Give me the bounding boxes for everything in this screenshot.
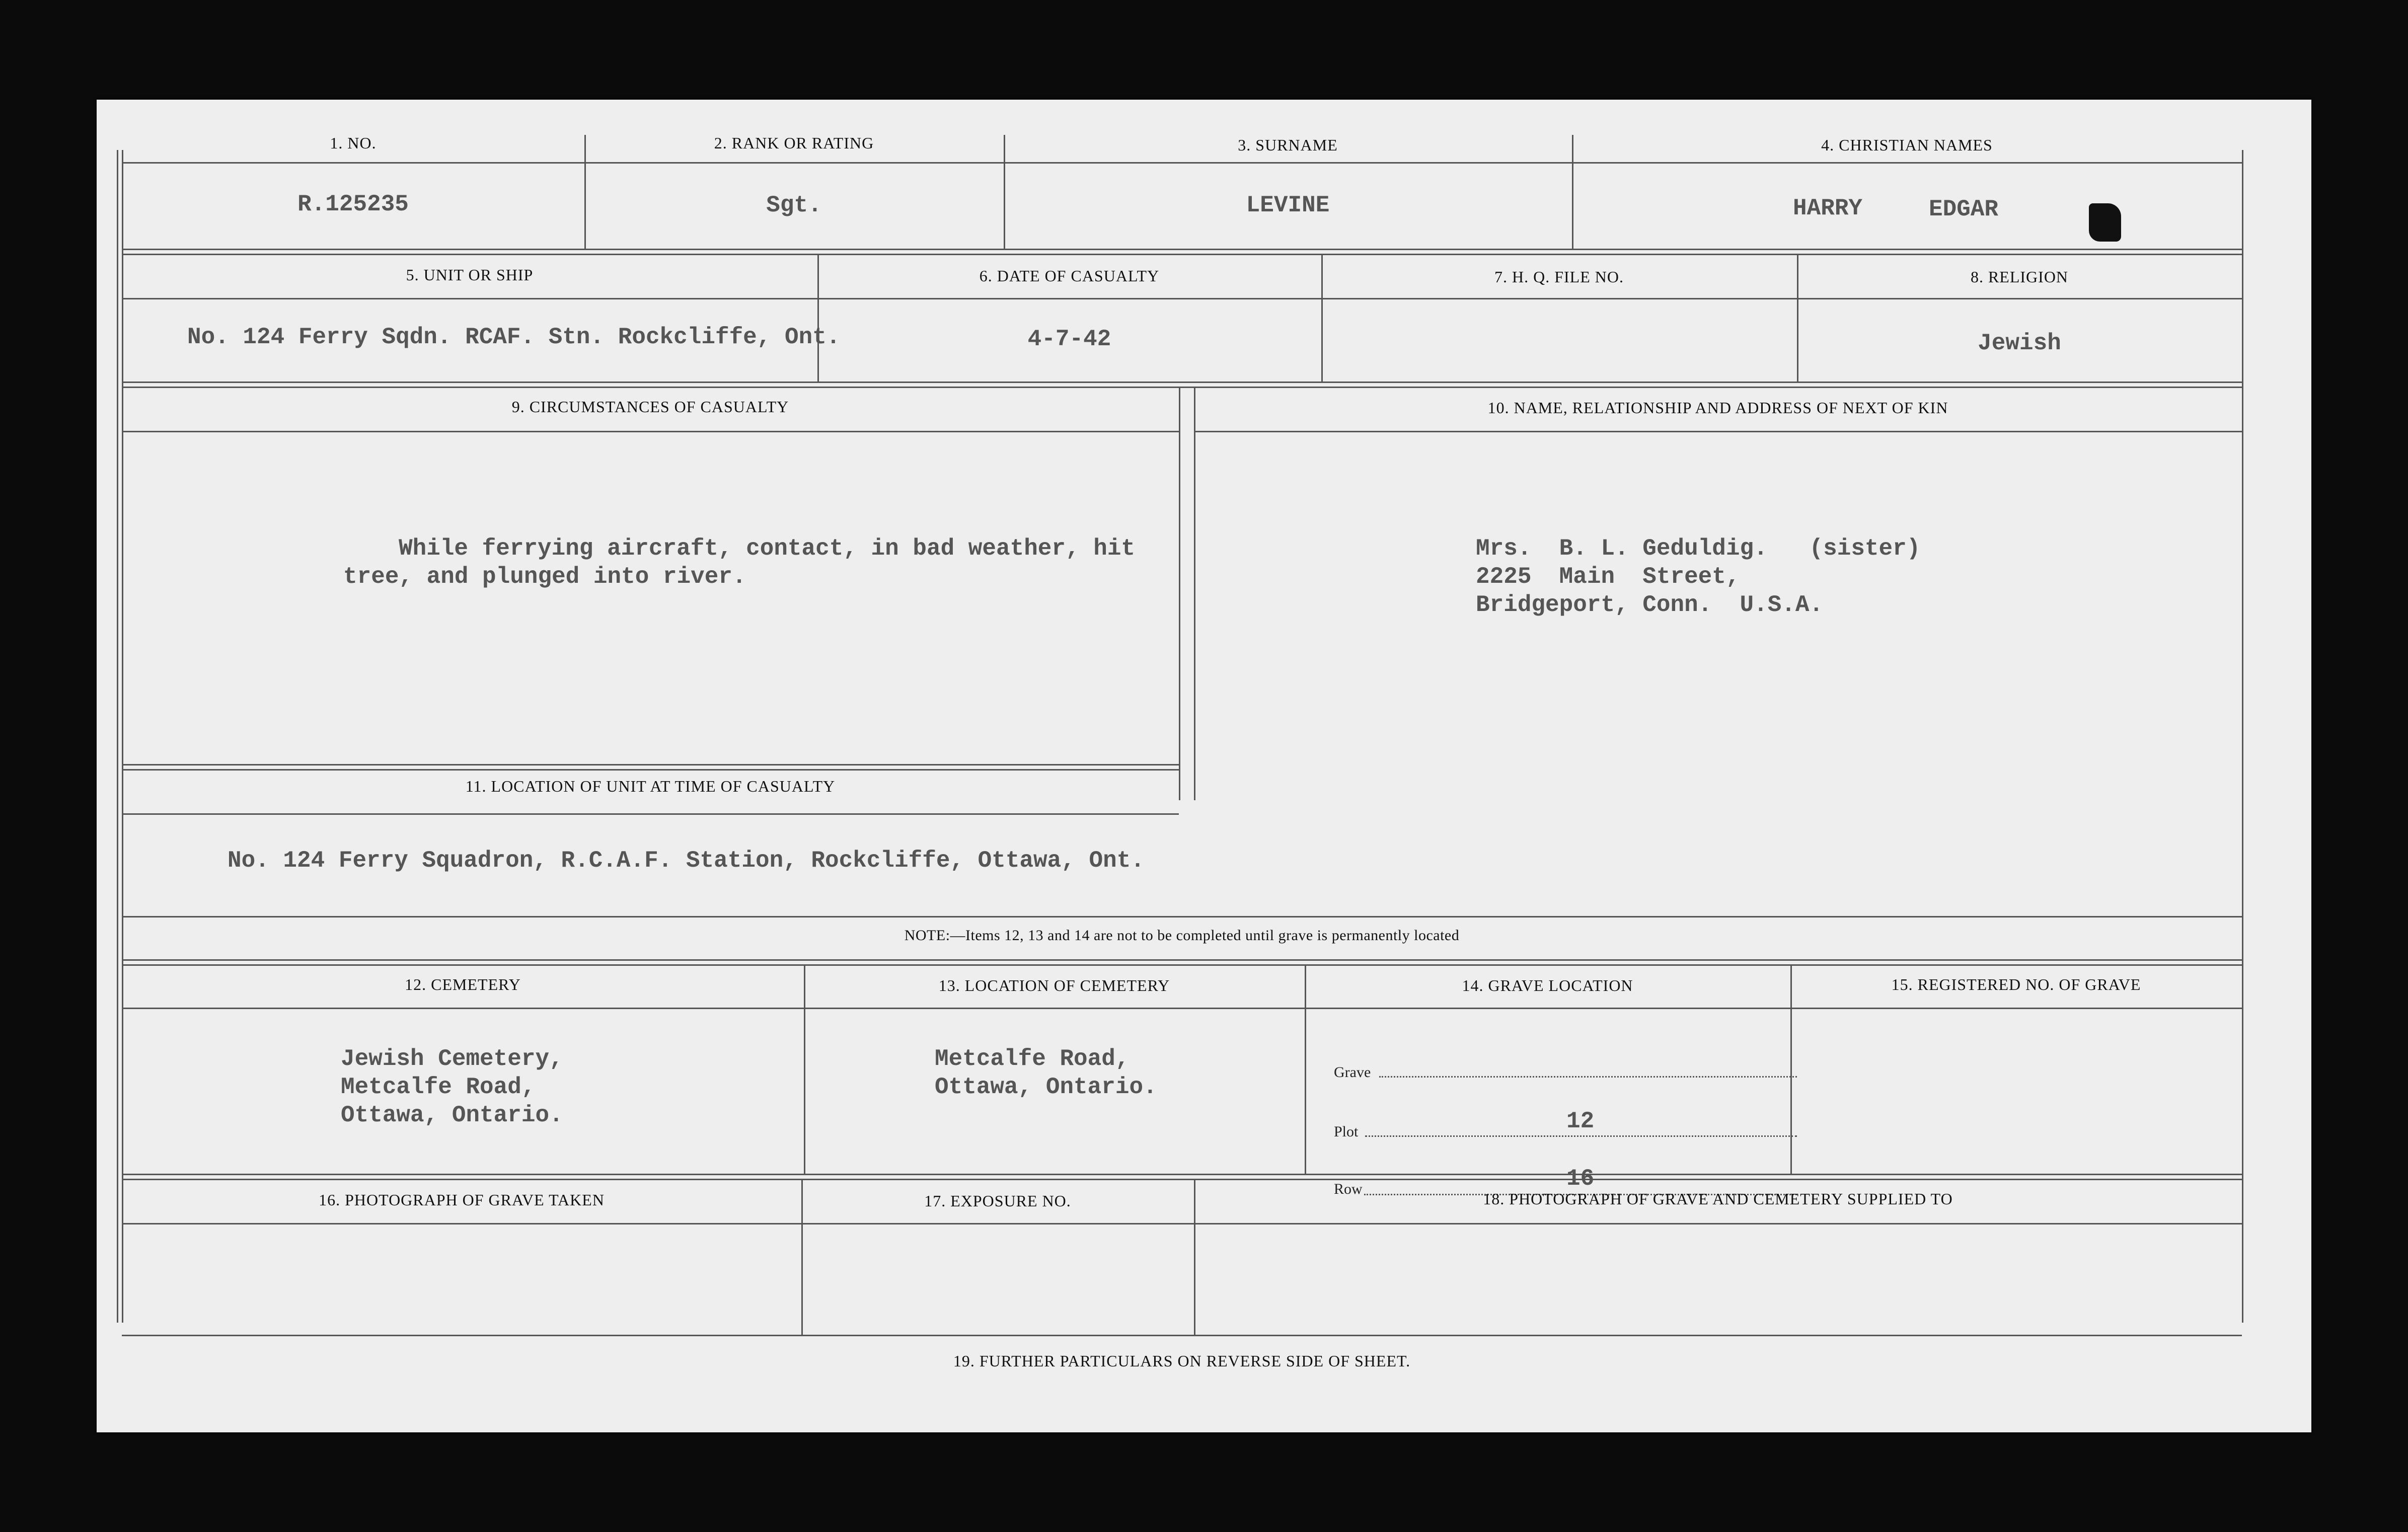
rule: [122, 1174, 2242, 1175]
rule: [1790, 964, 1792, 1174]
rule: [122, 1335, 2242, 1336]
christian-middle: EDGAR: [1929, 196, 1999, 222]
rule: [122, 387, 2242, 388]
religion-value: Jewish: [1978, 330, 2061, 356]
rule: [122, 249, 2242, 250]
rule: [122, 162, 2242, 164]
field-label-location-unit: 11. LOCATION OF UNIT AT TIME OF CASUALTY: [465, 777, 836, 795]
field-label-circumstances: 9. CIRCUMSTANCES OF CASUALTY: [511, 398, 789, 416]
rule: [1194, 387, 1195, 800]
grave-line: [1379, 1076, 1797, 1078]
field-label-rank: 2. RANK OR RATING: [714, 134, 874, 152]
date-value: 4-7-42: [1027, 326, 1111, 352]
rule: [1305, 964, 1306, 1174]
cemetery-location-line-2: Ottawa, Ontario.: [935, 1074, 1157, 1100]
cemetery-line-2: Metcalfe Road,: [341, 1074, 536, 1100]
rule: [122, 764, 1179, 765]
casualty-card: [97, 100, 2311, 1432]
plot-line: [1365, 1135, 1797, 1137]
rule: [122, 813, 1179, 815]
field-label-registered: 15. REGISTERED NO. OF GRAVE: [1891, 975, 2141, 993]
rule: [1179, 387, 1180, 800]
rule: [122, 1008, 2242, 1009]
field-label-date: 6. DATE OF CASUALTY: [979, 267, 1160, 285]
rule: [1194, 431, 2242, 432]
rule: [122, 1179, 2242, 1180]
row-value: 16: [1566, 1166, 1595, 1192]
right-border: [2242, 150, 2243, 1323]
rule: [122, 1223, 2242, 1224]
field-label-surname: 3. SURNAME: [1238, 136, 1338, 154]
field-label-cemetery-location: 13. LOCATION OF CEMETERY: [938, 976, 1170, 994]
rule: [122, 769, 1179, 771]
unit-value: No. 124 Ferry Sqdn. RCAF. Stn. Rockcliffe, Ont.: [187, 324, 841, 350]
circumstances-line-1: While ferrying aircraft, contact, in bad weather, hit: [399, 535, 1136, 562]
field-label-exposure: 17. EXPOSURE NO.: [924, 1192, 1071, 1210]
form-frame: [117, 120, 2243, 1398]
field-label-photo-supplied: 18. PHOTOGRAPH OF GRAVE AND CEMETERY SUPPLIED TO: [1483, 1190, 1953, 1208]
circumstances-line-2: tree, and plunged into river.: [343, 564, 746, 590]
rule: [804, 964, 805, 1174]
left-border-inner: [122, 150, 123, 1323]
rule: [122, 431, 1179, 432]
plot-label: Plot: [1334, 1123, 1359, 1140]
field-label-religion: 8. RELIGION: [1970, 268, 2069, 286]
field-label-christian: 4. CHRISTIAN NAMES: [1821, 136, 1993, 154]
field-label-hq-file: 7. H. Q. FILE NO.: [1494, 268, 1624, 286]
left-border: [117, 150, 118, 1323]
field-label-no: 1. NO.: [330, 134, 377, 152]
rule: [122, 916, 2242, 917]
field-label-grave-location: 14. GRAVE LOCATION: [1462, 976, 1633, 994]
next-of-kin-line-2: 2225 Main Street,: [1476, 564, 1740, 590]
location-unit-value: No. 124 Ferry Squadron, R.C.A.F. Station, Rockcliffe, Ottawa, Ont.: [228, 848, 1145, 874]
row-label: Row: [1334, 1181, 1363, 1197]
grave-label: Grave: [1334, 1064, 1371, 1081]
christian-first: HARRY: [1793, 195, 1863, 221]
redaction-mark: [2089, 203, 2121, 242]
cemetery-line-3: Ottawa, Ontario.: [341, 1102, 563, 1128]
service-number: R.125235: [297, 191, 409, 217]
rank-value: Sgt.: [766, 192, 822, 218]
rule: [122, 959, 2242, 961]
rule: [122, 381, 2242, 383]
rule: [122, 298, 2242, 299]
field-label-unit: 5. UNIT OR SHIP: [406, 266, 534, 284]
completion-note: NOTE:—Items 12, 13 and 14 are not to be completed until grave is permanently located: [904, 927, 1460, 944]
field-label-further: 19. FURTHER PARTICULARS ON REVERSE SIDE OF SHEET.: [953, 1352, 1411, 1370]
surname-value: LEVINE: [1246, 192, 1330, 218]
next-of-kin-line-1: Mrs. B. L. Geduldig. (sister): [1476, 535, 1921, 562]
cemetery-line-1: Jewish Cemetery,: [341, 1046, 563, 1072]
plot-value: 12: [1566, 1108, 1595, 1134]
rule: [122, 254, 2242, 255]
field-label-next-of-kin: 10. NAME, RELATIONSHIP AND ADDRESS OF NEXT OF KIN: [1487, 399, 1948, 417]
next-of-kin-line-3: Bridgeport, Conn. U.S.A.: [1476, 592, 1824, 618]
cemetery-location-line-1: Metcalfe Road,: [935, 1046, 1130, 1072]
field-label-cemetery: 12. CEMETERY: [405, 975, 521, 993]
field-label-photo-taken: 16. PHOTOGRAPH OF GRAVE TAKEN: [319, 1191, 605, 1209]
rule: [122, 964, 2242, 966]
